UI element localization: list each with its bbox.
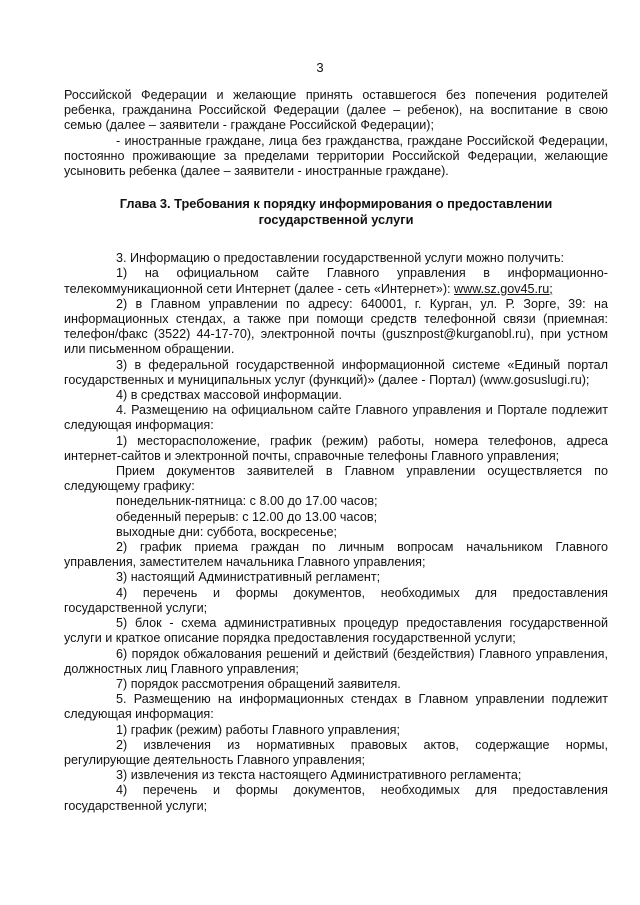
item-4-4: 4) перечень и формы документов, необходимых для предоставления государственной услуги; [64, 585, 608, 615]
item-4-2: 2) график приема граждан по личным вопросам начальником Главного управления, заместителем начальника Главного управления; [64, 540, 608, 570]
item-4: 4. Размещению на официальном сайте Главного управления и Портале подлежит следующая информация: [64, 403, 608, 433]
schedule-lunch: обеденный перерыв: с 12.00 до 13.00 часов; [116, 509, 378, 524]
website-link[interactable]: www.sz.gov45.ru; [454, 281, 553, 296]
item-4-7: 7) порядок рассмотрения обращений заявителя. [116, 676, 401, 691]
reception-schedule-intro: Прием документов заявителей в Главном управлении осуществляется по следующему графику: [64, 464, 608, 494]
paragraph-applicants-foreign: - иностранные граждане, лица без гражданства, граждане Российской Федерации, постоянно проживающие за пределами территории Российской Федерации, желающие усыновить ребенка (далее – заявители - иностранные граждане). [64, 133, 608, 179]
document-body [64, 88, 608, 814]
item-3-1-text: 1) на официальном сайте Главного управления в информационно-телекоммуникационной сети Интернет (далее - сеть «Интернет»): [64, 266, 608, 296]
item-5-2: 2) извлечения из нормативных правовых актов, содержащие нормы, регулирующие деятельность Главного управления; [64, 737, 608, 767]
paragraph-applicants-rf: Российской Федерации и желающие принять оставшегося без попечения родителей ребенка, гражданина Российской Федерации (далее – ребенок), на воспитание в свою семью (далее – заявители - граждане Российской Федерации); [64, 88, 608, 133]
item-5-4: 4) перечень и формы документов, необходимых для предоставления государственной услуги; [64, 783, 608, 813]
page-number: 3 [316, 60, 324, 75]
item-3-3: 3) в федеральной государственной информационной системе «Единый портал государственных и муниципальных услуг (функций)» (далее - Портал) (www.gosuslugi.ru); [64, 357, 608, 387]
item-3-2: 2) в Главном управлении по адресу: 640001, г. Курган, ул. Р. Зорге, 39: на информационных стендах, а также при помощи средств телефонной связи (приемная: телефон/факс (3522) 44-17-70), электронной почты (gusznpost@kurganobl.ru), при устном или письменном обращении. [64, 296, 608, 357]
schedule-weekend: выходные дни: суббота, воскресенье; [116, 524, 338, 539]
item-5-3: 3) извлечения из текста настоящего Административного регламента; [116, 768, 522, 783]
item-4-3: 3) настоящий Административный регламент; [116, 570, 381, 585]
item-5: 5. Размещению на информационных стендах в Главном управлении подлежит следующая информация: [64, 692, 608, 722]
chapter-heading: Глава 3. Требования к порядку информирования о предоставлении государственной услуги [119, 196, 553, 228]
item-4-5: 5) блок - схема административных процедур предоставления государственной услуги и краткое описание порядка предоставления государственной услуги; [64, 616, 608, 646]
item-3: 3. Информацию о предоставлении государственной услуги можно получить: [116, 251, 565, 266]
item-3-1 [64, 266, 608, 296]
item-5-1: 1) график (режим) работы Главного управления; [116, 722, 400, 737]
item-4-6: 6) порядок обжалования решений и действий (бездействия) Главного управления, должностных лиц Главного управления; [64, 646, 608, 676]
item-3-4: 4) в средствах массовой информации. [116, 388, 342, 403]
schedule-weekdays: понедельник-пятница: с 8.00 до 17.00 часов; [116, 494, 378, 509]
item-4-1: 1) месторасположение, график (режим) работы, номера телефонов, адреса интернет-сайтов и электронной почты, справочные телефоны Главного управления; [64, 433, 608, 463]
